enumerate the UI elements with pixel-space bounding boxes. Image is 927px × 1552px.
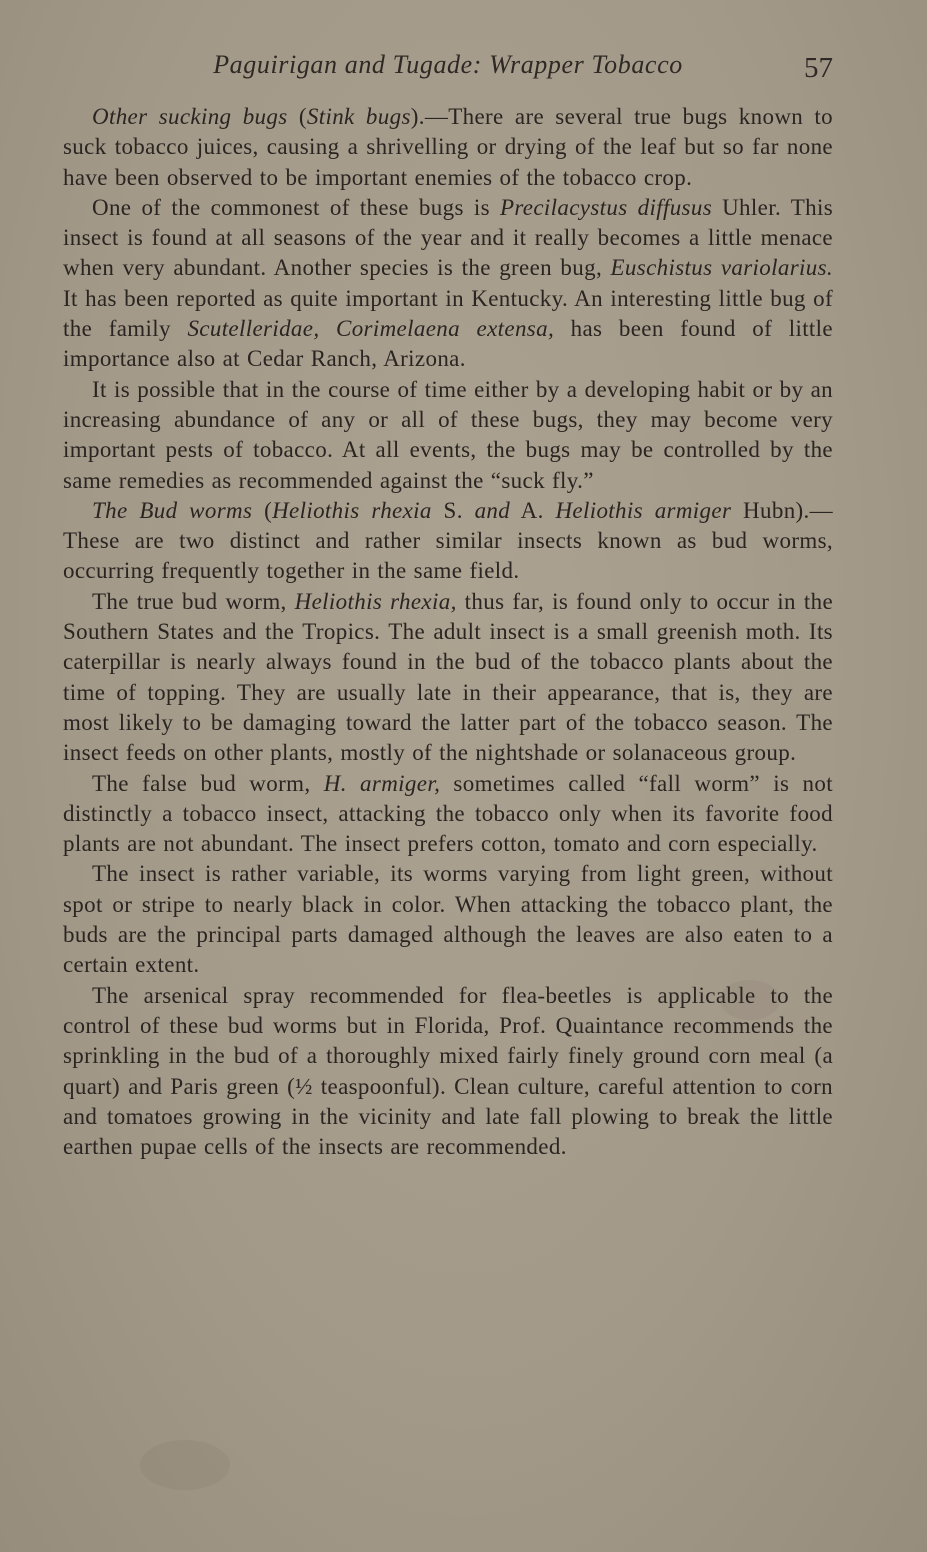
paragraph: [63, 859, 833, 980]
text-run: It has been reported as quite important in Kentucky. An interesting little bug of the family: [63, 285, 833, 342]
text-run: S.: [431, 497, 475, 523]
running-title: Paguirigan and Tugade: Wrapper Tobacco: [213, 50, 683, 79]
text-run: (: [252, 497, 273, 523]
text-run: A.: [510, 497, 556, 523]
text-run: It is possible that in the course of time either by a developing habit or by an increasing abundance of any or all of these bugs, they may become very important pests of tobacco. At all events, the bugs may be controlled by the same remedies as recommended against the “suck fly.”: [63, 376, 833, 493]
italic-text-run: The Bud worms: [92, 497, 253, 523]
paragraph: [63, 496, 833, 587]
text-run: (: [287, 104, 307, 129]
book-page: [63, 44, 833, 1384]
running-head: [63, 44, 833, 88]
italic-text-run: and: [474, 497, 511, 523]
paragraph: [63, 587, 833, 769]
text-run: The false bud worm,: [92, 770, 324, 796]
italic-text-run: H. armiger,: [323, 770, 441, 796]
text-run: ).—There are several true bugs known to suck tobacco juices, causing a shrivelling or drying of the leaf but so far none have been observed to be important enemies of the tobacco crop.: [63, 104, 834, 190]
text-run: sometimes called “fall worm” is not distinctly a tobacco insect, attacking the tobacco only when its favorite food plants are not abundant. The insect prefers cotton, tomato and corn especially.: [63, 770, 833, 857]
text-run: has been found of little importance also at Cedar Ranch, Arizona.: [63, 316, 833, 372]
text-run: One of the commonest of these bugs is: [92, 194, 500, 220]
italic-text-run: Other sucking bugs: [92, 104, 288, 129]
italic-text-run: Scutelleridae, Corimelaena extensa,: [187, 316, 555, 342]
paragraph: [63, 769, 833, 860]
italic-text-run: Stink bugs: [306, 104, 411, 129]
text-run: Hubn).—These are two distinct and rather similar insects known as bud worms, occurring frequently together in the same field.: [63, 497, 834, 584]
italic-text-run: Heliothis rhexia: [272, 497, 432, 523]
page-number: 57: [804, 52, 833, 84]
text-run: thus far, is found only to occur in the Southern States and the Tropics. The adult insect is a small greenish moth. Its caterpillar is nearly always found in the bud of the tobacco plants about the time of topping. They are usually late in their appearance, that is, they are most likely to be damaging toward the latter part of the tobacco season. The insect feeds on other plants, mostly of the nightshade or solanaceous group.: [63, 588, 833, 766]
text-run: The true bud worm,: [92, 588, 295, 614]
text-run: The arsenical spray recommended for flea-beetles is applicable to the control of these bud worms but in Florida, Prof. Quaintance recommends the sprinkling in the bud of a thoroughly mixed fairly finely ground corn meal (a quart) and Paris green (½ teaspoonful). Clean culture, careful attention to corn and tomatoes growing in the vicinity and late fall plowing to break the little earthen pupae cells of the insects are recommended.: [63, 982, 833, 1160]
text-run: The insect is rather variable, its worms varying from light green, without spot or stripe to nearly black in color. When attacking the tobacco plant, the buds are the principal parts damaged although the leaves are also eaten to a certain extent.: [63, 861, 833, 978]
italic-text-run: Precilacystus diffusus: [499, 194, 713, 220]
paragraph: [63, 193, 833, 375]
paragraph: [63, 981, 833, 1163]
italic-text-run: Heliothis armiger: [555, 497, 732, 523]
italic-text-run: Euschistus variolarius.: [610, 255, 834, 281]
body-text: [63, 102, 833, 1162]
italic-text-run: Heliothis rhexia,: [294, 588, 457, 614]
text-run: Uhler. This insect is found at all seasons of the year and it really becomes a little menace when very abundant. Another species is the green bug,: [63, 194, 833, 281]
paragraph: [63, 375, 833, 496]
paper-stain: [140, 1440, 230, 1490]
paragraph: [63, 102, 833, 193]
